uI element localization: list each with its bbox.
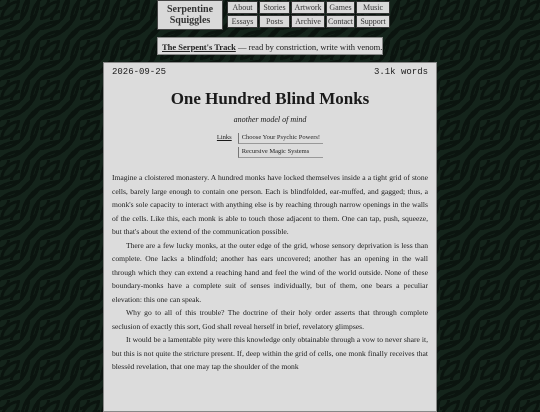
article-meta: [104, 63, 436, 77]
main-nav: [227, 1, 390, 30]
tagline-text: — read by constriction, write with venom.: [235, 42, 383, 52]
paragraph: Why go to all of this trouble? The doctrine of their holy order asserts that through complete seclusion of exactly this sort, God shall reveal herself in brief, revelatory glimpses.: [112, 308, 428, 331]
article-title: One Hundred Blind Monks: [170, 89, 370, 108]
tagline-link[interactable]: The Serpent's Track: [162, 42, 236, 52]
nav-contact[interactable]: Contact: [326, 15, 355, 28]
logo-line-2: Squiggles: [169, 15, 211, 26]
link-choose-psychic-powers[interactable]: Choose Your Psychic Powers!: [238, 133, 323, 144]
paragraph: It would be a lamentable pity were this knowledge only obtainable through a vow to never share it, but this is not quite the stricture present. If, deep within the grid of cells, one monk finally receives that blessèd revelation, that one may tap the shoulder of the monk: [112, 335, 428, 371]
related-links: [104, 133, 436, 161]
article-panel: [103, 62, 437, 412]
nav-posts[interactable]: Posts: [259, 15, 290, 28]
site-logo[interactable]: [157, 0, 223, 30]
site-header: [157, 0, 390, 30]
logo-line-1: Serpentine: [166, 4, 214, 15]
article-date: 2026-09-25: [112, 67, 167, 77]
links-list: [238, 133, 323, 161]
nav-about[interactable]: About: [227, 1, 258, 14]
nav-games[interactable]: Games: [326, 1, 355, 14]
nav-music[interactable]: Music: [356, 1, 390, 14]
tagline-banner: [157, 37, 383, 55]
paragraph: There are a few lucky monks, at the outer edge of the grid, whose sensory deprivation is less than complete. One lacks a blindfold; another has ears uncovered; another has an opening in the wall through which they can extend a reaching hand and feel the wind of the world outside. None of these boundary-monks have a complete suit of senses individually, but of them, one bears a peculiar elevation: this one can speak.: [112, 240, 428, 304]
nav-support[interactable]: Support: [356, 15, 390, 28]
article-word-count: 3.1k words: [373, 67, 428, 77]
nav-essays[interactable]: Essays: [227, 15, 258, 28]
links-label: Links: [216, 134, 232, 141]
article-body: [104, 161, 436, 374]
nav-stories[interactable]: Stories: [259, 1, 290, 14]
link-recursive-magic-systems[interactable]: Recursive Magic Systems: [238, 147, 323, 158]
nav-artwork[interactable]: Artwork: [291, 1, 325, 14]
article-subtitle: another model of mind: [233, 115, 307, 124]
paragraph: Imagine a cloistered monastery. A hundred monks have locked themselves inside a a tight grid of stone cells, barely large enough to contain one person. Each is blindfolded, ear-muffed, and gagged; thus, a monk's sole capacity to interact with anything else is by reaching through narrow openings in the walls of the cells. Like this, each monk is able to touch those adjacent to them. One can tap, push, squeeze, but that's about the extend of the communication possible.: [112, 173, 428, 236]
nav-archive[interactable]: Archive: [291, 15, 325, 28]
